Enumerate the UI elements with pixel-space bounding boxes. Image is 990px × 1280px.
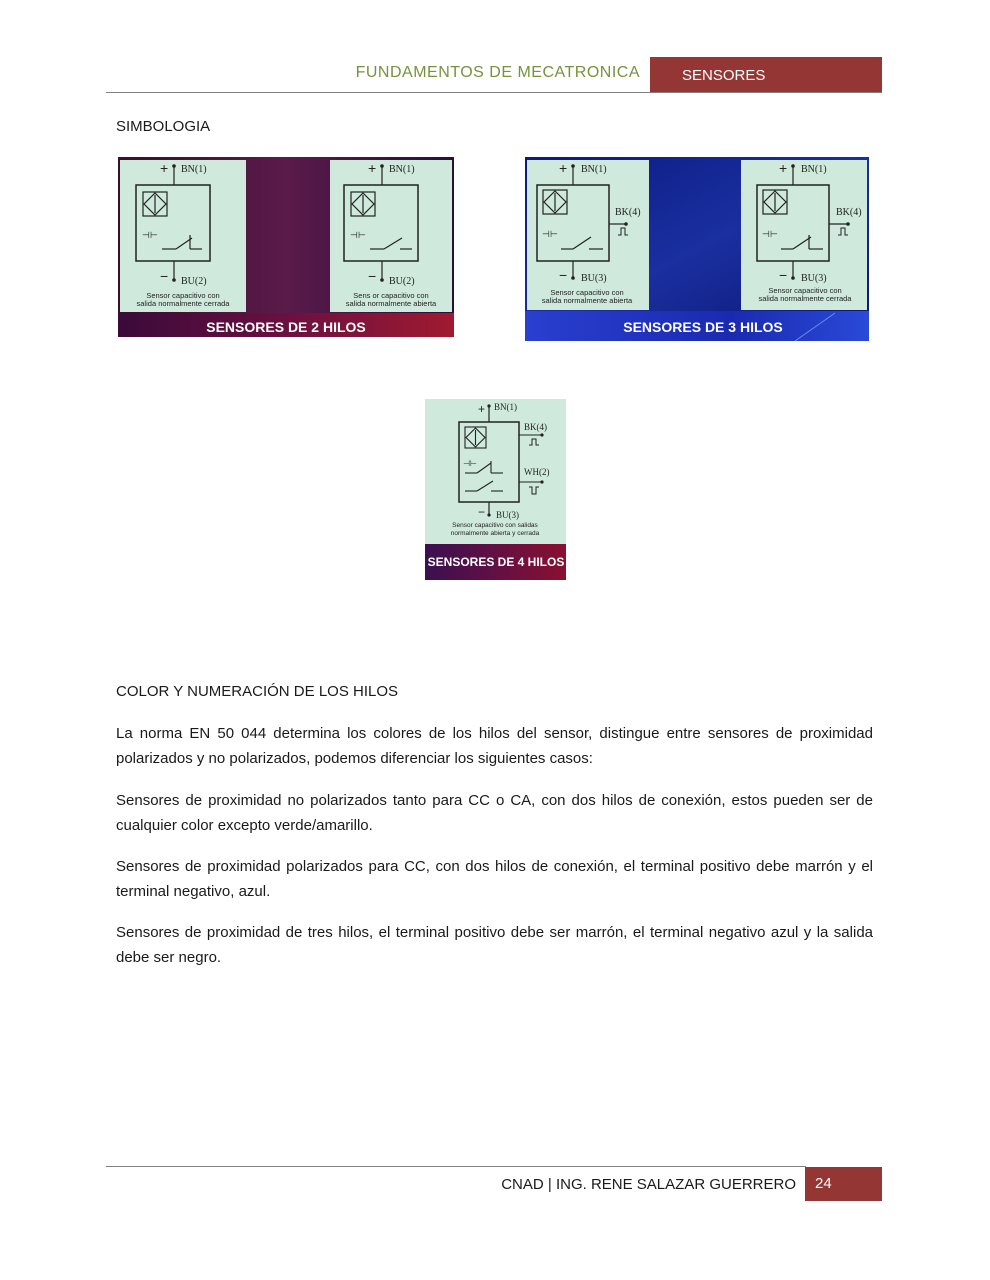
- figure-4-wire-sensor: [425, 399, 566, 580]
- section-tab: SENSORES: [650, 57, 882, 93]
- figure-3-wire-sensors: [525, 157, 869, 341]
- paragraph-polarizados: Sensores de proximidad polarizados para CC, con dos hilos de conexión, el terminal positivo debe marrón y el terminal negativo, azul.: [116, 858, 873, 900]
- header-divider: [106, 92, 882, 93]
- svg-text:−: −: [368, 268, 377, 284]
- label-bu2: BU(2): [389, 276, 415, 287]
- svg-text:+: +: [160, 160, 169, 176]
- label-bu3: BU(3): [801, 273, 827, 284]
- sensor-panel-no: [330, 160, 452, 312]
- label-bn1: BN(1): [801, 164, 827, 175]
- label-wh2: WH(2): [524, 467, 550, 477]
- caption-line-2: salida normalmente abierta: [345, 299, 437, 308]
- caption-line-2: salida normalmente cerrada: [758, 294, 852, 303]
- label-bn1: BN(1): [389, 164, 415, 175]
- caption-line-2: normalmente abierta y cerrada: [450, 530, 540, 537]
- label-bn1: BN(1): [581, 164, 607, 175]
- label-bn1: BN(1): [181, 164, 207, 175]
- label-bk4: BK(4): [615, 207, 641, 218]
- svg-text:⊣⊢: ⊣⊢: [542, 229, 558, 239]
- caption-line-2: salida normalmente cerrada: [136, 299, 230, 308]
- svg-text:⊣⊢: ⊣⊢: [350, 230, 366, 240]
- label-bn1: BN(1): [494, 402, 517, 412]
- figure-2-wire-sensors: [118, 157, 454, 337]
- sensor-panel-nc: [120, 160, 246, 312]
- label-bk4: BK(4): [524, 422, 547, 432]
- wires-heading: COLOR Y NUMERACIÓN DE LOS HILOS: [116, 683, 399, 700]
- caption-line-1: Sensor capacitivo con: [768, 286, 842, 295]
- label-bu3: BU(3): [496, 510, 519, 520]
- label-bu3: BU(3): [581, 273, 607, 284]
- svg-text:−: −: [559, 267, 568, 283]
- svg-text:−: −: [478, 505, 486, 519]
- label-bu2: BU(2): [181, 276, 207, 287]
- footer-author: CNAD | ING. RENE SALAZAR GUERRERO: [501, 1176, 796, 1193]
- banner-2-wires: SENSORES DE 2 HILOS: [206, 319, 366, 335]
- svg-text:−: −: [160, 268, 169, 284]
- page-number: 24: [805, 1167, 882, 1201]
- caption-line-1: Sens or capacitivo con: [353, 291, 429, 300]
- caption-line-2: salida normalmente abierta: [541, 296, 633, 305]
- caption-line-1: Sensor capacitivo con: [146, 291, 220, 300]
- label-bk4: BK(4): [836, 207, 862, 218]
- paragraph-no-polarizados: Sensores de proximidad no polarizados tanto para CC o CA, con dos hilos de conexión, estos pueden ser de cualquier color excepto verde/amarillo.: [116, 792, 873, 834]
- svg-text:⊣⊢: ⊣⊢: [463, 459, 477, 468]
- banner-4-wires: SENSORES DE 4 HILOS: [427, 555, 565, 569]
- symbology-heading: SIMBOLOGIA: [116, 118, 211, 135]
- paragraph-tres-hilos: Sensores de proximidad de tres hilos, el terminal positivo debe ser marrón, el terminal negativo azul y la salida debe ser negro.: [116, 924, 873, 966]
- svg-text:+: +: [478, 402, 486, 416]
- svg-text:+: +: [559, 160, 568, 176]
- svg-text:+: +: [368, 160, 377, 176]
- footer-divider: [106, 1166, 806, 1167]
- document-title: FUNDAMENTOS DE MECATRONICA: [355, 64, 640, 81]
- svg-text:⊣⊢: ⊣⊢: [142, 230, 158, 240]
- svg-text:⊣⊢: ⊣⊢: [762, 229, 778, 239]
- caption-line-1: Sensor capacitivo con: [550, 288, 624, 297]
- paragraph-norma: La norma EN 50 044 determina los colores de los hilos del sensor, distingue entre sensores de proximidad polarizados y no polarizados, podemos diferenciar los siguientes casos:: [116, 725, 873, 767]
- caption-line-1: Sensor capacitivo con salidas: [452, 522, 538, 529]
- svg-text:+: +: [779, 160, 788, 176]
- banner-3-wires: SENSORES DE 3 HILOS: [623, 319, 783, 335]
- svg-text:−: −: [779, 267, 788, 283]
